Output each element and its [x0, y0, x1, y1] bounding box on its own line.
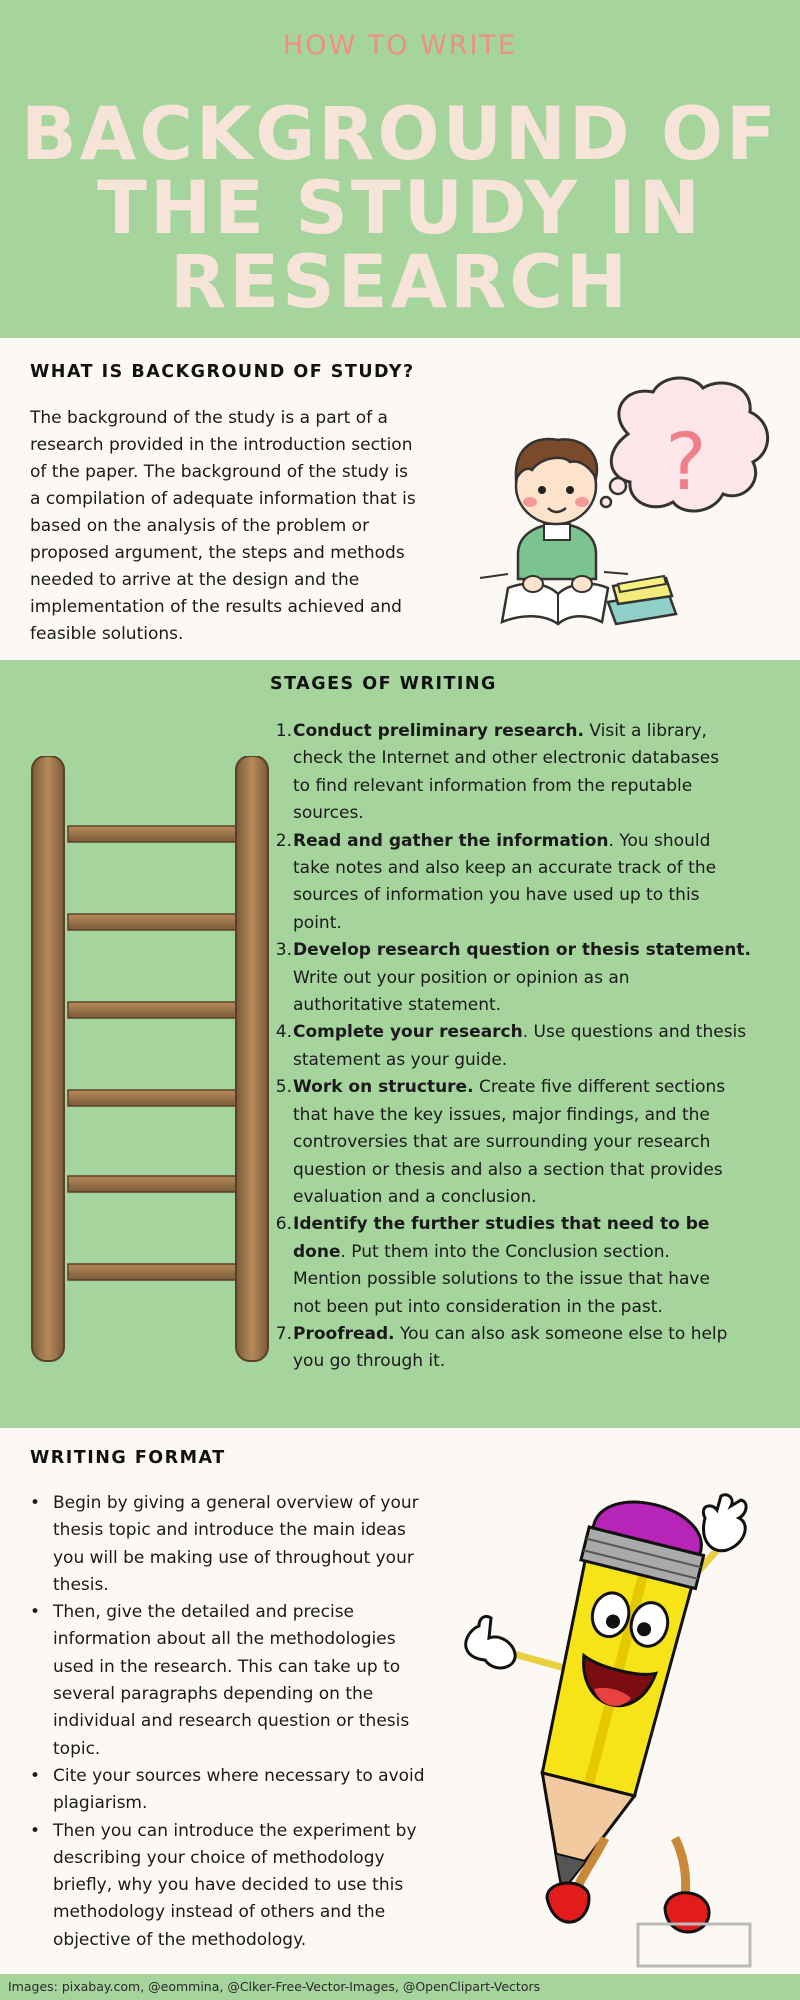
stage-line	[270, 1102, 770, 1129]
stage-rest-text: You can also ask someone else to help	[394, 1323, 728, 1344]
what-is-paragraph	[30, 405, 458, 648]
stage-number	[270, 745, 293, 772]
image-credits: Images: pixabay.com, @eommina, @Clker-Free-Vector-Images, @OpenClipart-Vectors	[8, 1979, 541, 1994]
stage-rest-text: Write out your position or opinion as an	[293, 967, 630, 988]
para-line: proposed argument, the steps and methods	[30, 543, 405, 563]
stage-number	[270, 1102, 293, 1129]
para-line: a compilation of adequate information that is	[30, 489, 416, 509]
format-text: methodology instead of others and the	[53, 1902, 386, 1923]
format-line	[30, 1736, 460, 1763]
stage-text	[293, 882, 770, 909]
stage-text	[293, 1019, 770, 1046]
format-text: you will be making use of throughout your	[53, 1547, 414, 1568]
stage-bold-text: done	[293, 1241, 341, 1262]
stage-number: 2.	[275, 830, 292, 851]
format-line	[30, 1517, 460, 1544]
page-title	[0, 92, 800, 325]
stage-rest-text: . You should	[608, 830, 711, 851]
para-line: research provided in the introduction section	[30, 435, 413, 455]
title-line: THE STUDY IN	[97, 166, 703, 251]
para-line: based on the analysis of the problem or	[30, 516, 370, 536]
format-text: individual and research question or thesis	[53, 1711, 410, 1732]
format-text: plagiarism.	[53, 1793, 148, 1814]
stage-rest-text: to find relevant information from the reputable	[293, 775, 693, 796]
stage-number: 5.	[275, 1077, 292, 1098]
thinking-child-illustration	[478, 374, 778, 654]
pencil-mascot-illustration	[455, 1458, 775, 1968]
stage-bold-text: Complete your research	[293, 1022, 523, 1043]
stage-rest-text: sources of information you have used up to this	[293, 885, 700, 906]
stage-line	[270, 992, 770, 1019]
stage-text	[293, 1211, 770, 1238]
format-text: briefly, why you have decided to use this	[53, 1875, 404, 1896]
stage-rest-text: controversies that are surrounding your research	[293, 1132, 711, 1153]
bullet-icon	[30, 1790, 53, 1817]
stage-text	[293, 965, 770, 992]
bullet-icon: •	[30, 1602, 41, 1623]
stage-text	[293, 910, 770, 937]
para-line: The background of the study is a part of a	[30, 408, 388, 428]
format-line	[30, 1681, 460, 1708]
stage-bold-text: Read and gather the information	[293, 830, 609, 851]
stage-bold-text: Work on structure.	[293, 1077, 474, 1098]
format-text: several paragraphs depending on the	[53, 1684, 374, 1705]
format-line	[30, 1654, 460, 1681]
format-text: Then, give the detailed and precise	[53, 1602, 355, 1623]
bullet-icon	[30, 1572, 53, 1599]
stage-line	[270, 1294, 770, 1321]
stage-line	[270, 1239, 770, 1266]
bullet-icon	[30, 1708, 53, 1735]
stage-rest-text: that have the key issues, major findings, and the	[293, 1104, 710, 1125]
stage-rest-text: statement as your guide.	[293, 1049, 508, 1070]
stage-text	[293, 1294, 770, 1321]
stage-number	[270, 1294, 293, 1321]
bullet-icon	[30, 1626, 53, 1653]
bullet-icon	[30, 1927, 53, 1954]
format-line	[30, 1599, 460, 1626]
stage-number	[270, 800, 293, 827]
stage-text	[293, 1074, 770, 1101]
stage-line	[270, 937, 770, 964]
stage-line	[270, 800, 770, 827]
stage-line	[270, 1184, 770, 1211]
stage-rest-text: you go through it.	[293, 1351, 446, 1372]
stage-text	[293, 855, 770, 882]
writing-format-heading: WRITING FORMAT	[30, 1448, 226, 1468]
format-line	[30, 1545, 460, 1572]
stage-line	[270, 1129, 770, 1156]
stage-line	[270, 1047, 770, 1074]
para-line: of the paper. The background of the study is	[30, 462, 408, 482]
stage-number	[270, 992, 293, 1019]
stage-rest-text: take notes and also keep an accurate track of the	[293, 858, 717, 879]
question-mark: ?	[665, 418, 707, 508]
stage-rest-text: question or thesis and also a section that provides	[293, 1159, 723, 1180]
format-text: thesis topic and introduce the main ideas	[53, 1520, 406, 1541]
format-line	[30, 1708, 460, 1735]
stage-line	[270, 910, 770, 937]
stage-rest-text: Create five different sections	[473, 1077, 726, 1098]
stage-rest-text: authoritative statement.	[293, 995, 502, 1016]
stage-number	[270, 1157, 293, 1184]
stage-number: 4.	[275, 1022, 292, 1043]
format-line	[30, 1490, 460, 1517]
stage-text	[293, 1102, 770, 1129]
thought-bubble-icon	[601, 378, 768, 511]
stage-rest-text: sources.	[293, 803, 364, 824]
bullet-icon: •	[30, 1820, 41, 1841]
format-text: used in the research. This can take up to	[53, 1656, 401, 1677]
format-text: describing your choice of methodology	[53, 1847, 385, 1868]
format-line	[30, 1572, 460, 1599]
what-is-heading: WHAT IS BACKGROUND OF STUDY?	[30, 362, 415, 382]
stage-number	[270, 910, 293, 937]
stage-rest-text: . Put them into the Conclusion section.	[340, 1241, 670, 1262]
stage-text	[293, 828, 770, 855]
stage-line	[270, 1211, 770, 1238]
stage-line	[270, 1266, 770, 1293]
stages-section	[0, 660, 800, 1428]
format-line	[30, 1872, 460, 1899]
format-list	[30, 1490, 460, 1954]
bullet-icon	[30, 1681, 53, 1708]
para-line: needed to arrive at the design and the	[30, 570, 360, 590]
stage-number	[270, 1239, 293, 1266]
bullet-icon: •	[30, 1765, 41, 1786]
stage-number	[270, 1047, 293, 1074]
bullet-icon	[30, 1736, 53, 1763]
stage-number	[270, 773, 293, 800]
stage-number: 7.	[275, 1323, 292, 1344]
para-line: implementation of the results achieved and	[30, 597, 402, 617]
stage-rest-text: . Use questions and thesis	[522, 1022, 747, 1043]
stage-number	[270, 1348, 293, 1375]
stage-rest-text: check the Internet and other electronic databases	[293, 748, 720, 769]
format-text: thesis.	[53, 1574, 109, 1595]
format-line	[30, 1763, 460, 1790]
stage-text	[293, 1129, 770, 1156]
stage-rest-text: Mention possible solutions to the issue that have	[293, 1269, 710, 1290]
ladder-icon	[28, 756, 272, 1366]
bullet-icon	[30, 1845, 53, 1872]
stage-text	[293, 1321, 770, 1348]
stage-number	[270, 965, 293, 992]
format-text: objective of the methodology.	[53, 1929, 307, 1950]
stage-number: 6.	[275, 1214, 292, 1235]
stage-rest-text: Visit a library,	[583, 721, 707, 741]
stage-line	[270, 1321, 770, 1348]
stage-text	[293, 745, 770, 772]
stage-bold-text: Proofread.	[293, 1323, 395, 1344]
stage-line	[270, 828, 770, 855]
stage-text	[293, 1047, 770, 1074]
stage-number: 1.	[275, 721, 292, 741]
stage-line	[270, 1348, 770, 1375]
stage-line	[270, 718, 770, 745]
stage-line	[270, 1074, 770, 1101]
format-text: Then you can introduce the experiment by	[53, 1820, 417, 1841]
stage-text	[293, 800, 770, 827]
format-text: information about all the methodologies	[53, 1629, 396, 1650]
stage-line	[270, 965, 770, 992]
stage-text	[293, 992, 770, 1019]
stage-text	[293, 937, 770, 964]
bullet-icon	[30, 1517, 53, 1544]
stage-text	[293, 773, 770, 800]
hero-banner	[0, 0, 800, 338]
format-line	[30, 1845, 460, 1872]
stage-line	[270, 773, 770, 800]
para-line: feasible solutions.	[30, 624, 184, 644]
title-line: RESEARCH	[170, 240, 630, 325]
format-text: Begin by giving a general overview of your	[53, 1493, 419, 1513]
stage-rest-text: evaluation and a conclusion.	[293, 1186, 537, 1207]
stage-text	[293, 1184, 770, 1211]
stage-number	[270, 882, 293, 909]
stage-bold-text: Conduct preliminary research.	[293, 721, 584, 741]
title-line: BACKGROUND OF	[21, 92, 779, 177]
stage-text	[293, 1266, 770, 1293]
what-is-section	[0, 338, 800, 660]
stage-text	[293, 1239, 770, 1266]
bullet-icon	[30, 1654, 53, 1681]
stage-number	[270, 1129, 293, 1156]
stage-line	[270, 882, 770, 909]
bullet-icon: •	[30, 1493, 41, 1513]
stage-number	[270, 1184, 293, 1211]
format-line	[30, 1899, 460, 1926]
bullet-icon	[30, 1545, 53, 1572]
format-text: topic.	[53, 1738, 101, 1759]
stage-number: 3.	[275, 940, 292, 961]
format-line	[30, 1927, 460, 1954]
stage-line	[270, 855, 770, 882]
stage-number	[270, 1266, 293, 1293]
stage-line	[270, 1019, 770, 1046]
kicker-text: HOW TO WRITE	[282, 30, 518, 61]
format-line	[30, 1790, 460, 1817]
stage-bold-text: Develop research question or thesis statement.	[293, 940, 751, 961]
stage-text	[293, 1157, 770, 1184]
stage-text	[293, 1348, 770, 1375]
stage-bold-text: Identify the further studies that need to be	[293, 1214, 710, 1235]
books-icon	[608, 576, 676, 624]
stage-text	[293, 718, 770, 745]
stage-line	[270, 1157, 770, 1184]
bullet-icon	[30, 1872, 53, 1899]
stages-list	[270, 718, 770, 1376]
child-icon	[480, 439, 628, 624]
stage-rest-text: point.	[293, 912, 342, 933]
stage-line	[270, 745, 770, 772]
stage-rest-text: not been put into consideration in the past.	[293, 1296, 663, 1317]
stage-number	[270, 855, 293, 882]
format-line	[30, 1818, 460, 1845]
bullet-icon	[30, 1899, 53, 1926]
stages-heading: STAGES OF WRITING	[270, 674, 497, 694]
footer	[0, 1974, 800, 2000]
writing-format-section	[0, 1428, 800, 1974]
format-line	[30, 1626, 460, 1653]
format-text: Cite your sources where necessary to avoid	[53, 1765, 425, 1786]
